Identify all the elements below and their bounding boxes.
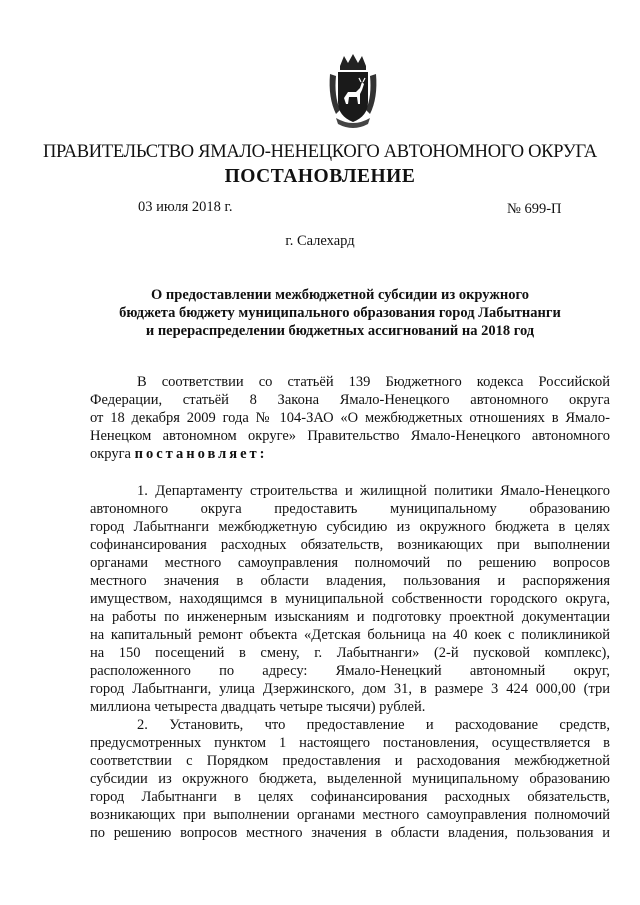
preamble-line: от 18 декабря 2009 года № 104-ЗАО «О межбюджетных отношениях в Ямало- — [90, 410, 610, 426]
paragraph-1-line: 1. Департаменту строительства и жилищной политики Ямало-Ненецкого — [137, 483, 610, 499]
paragraph-2-line: город Лабытнанги в целях софинансирования расходных обязательств, — [90, 789, 610, 805]
paragraph-1-line: органами местного самоуправления полномочий по решению вопросов — [90, 555, 610, 571]
paragraph-1-line: расположенного по адресу: Ямало-Ненецкий автономный округ, — [90, 663, 610, 679]
paragraph-2-line: предусмотренных пунктом 1 настоящего постановления, осуществляется в — [90, 735, 610, 751]
paragraph-1-line: автономного округа предоставить муниципальному образованию — [90, 501, 610, 517]
coat-of-arms-emblem — [326, 52, 380, 128]
preamble-line: В соответствии со статьёй 139 Бюджетного кодекса Российской — [137, 374, 610, 390]
preamble-prefix: округа — [90, 446, 135, 462]
paragraph-1-line: на капитальный ремонт объекта «Детская больница на 40 коек с поликлиникой — [90, 627, 610, 643]
preamble-line: Федерации, статьёй 8 Закона Ямало-Ненецкого автономного округа — [90, 392, 610, 408]
paragraph-2-line: соответствии с Порядком предоставления и расходования межбюджетной — [90, 753, 610, 769]
document-city: г. Салехард — [285, 233, 355, 249]
document-date: 03 июля 2018 г. — [138, 199, 233, 215]
paragraph-1-line: местного значения в области владения, пользования и распоряжения — [90, 573, 610, 589]
paragraph-1-line: миллиона четыреста двадцать четыре тысячи) рублей. — [90, 699, 426, 715]
document-type-title: ПОСТАНОВЛЕНИЕ — [224, 166, 416, 187]
paragraph-2-line: субсидии из окружного бюджета, выделенной муниципальному образованию — [90, 771, 610, 787]
document-subject — [90, 286, 590, 340]
subject-line: бюджета бюджету муниципального образования город Лабытнанги — [119, 305, 561, 321]
paragraph-1-line: город Лабытнанги, улица Дзержинского, дом 31, в размере 3 424 000,00 (три — [90, 681, 610, 697]
subject-line: О предоставлении межбюджетной субсидии из окружного — [151, 287, 529, 303]
preamble-line-last — [90, 445, 610, 463]
paragraph-1-line: софинансирования расходных обязательств, возникающих при выполнении — [90, 537, 610, 553]
paragraph-2-line: по решению вопросов местного значения в области владения, пользования и — [90, 825, 610, 841]
document-number: № 699-П — [507, 201, 562, 217]
paragraph-2-line: возникающих при выполнении органами местного самоуправления полномочий — [90, 807, 610, 823]
paragraph-1-line: на 150 посещений в смену, г. Лабытнанги» (2-й пусковой комплекс), — [90, 645, 610, 661]
paragraph-1-line: имуществом, находящимся в муниципальной собственности городского округа, — [90, 591, 610, 607]
government-name: ПРАВИТЕЛЬСТВО ЯМАЛО-НЕНЕЦКОГО АВТОНОМНОГО ОКРУГА — [43, 142, 597, 162]
paragraph-1-line: город Лабытнанги межбюджетную субсидию из окружного бюджета в целях — [90, 519, 610, 535]
paragraph-2-line: 2. Установить, что предоставление и расходование средств, — [137, 717, 610, 733]
subject-line: и перераспределении бюджетных ассигнований на 2018 год — [145, 323, 535, 339]
preamble-line: Ненецком автономном округе» Правительство Ямало-Ненецкого автономного — [90, 428, 610, 444]
resolves-word: постановляет: — [134, 446, 268, 462]
paragraph-1-line: на работы по инженерным изысканиям и подготовку проектной документации — [90, 609, 610, 625]
